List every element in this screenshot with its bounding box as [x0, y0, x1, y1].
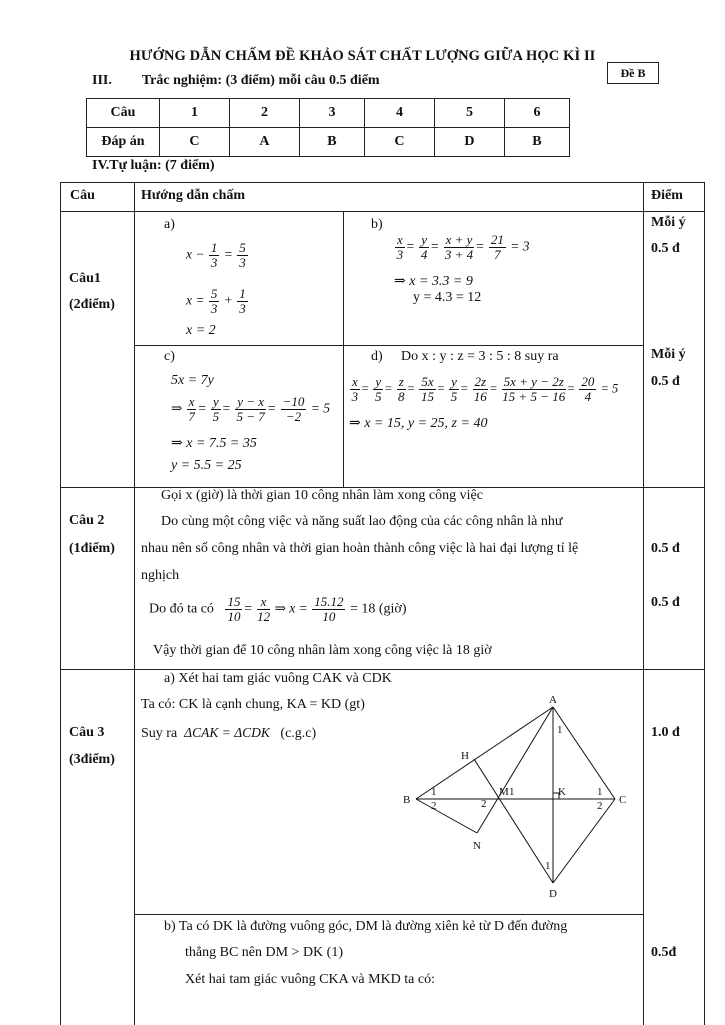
q2-score-1: 0.5 đ [651, 541, 680, 556]
grid-q1-mid-divider [343, 211, 344, 487]
section-3-roman: III. [92, 73, 112, 88]
q1c-arrow: ⇒ [171, 400, 183, 416]
answer-table-question-row [87, 99, 570, 128]
q1c-frac-diff: $\frac{y - x}{5 - 7}$ [236, 394, 265, 424]
q1c-line4: y = 5.5 = 25 [171, 458, 242, 473]
q2-score-2: 0.5 đ [651, 595, 680, 610]
q1-ab-score-1: Mỗi ý [651, 215, 686, 230]
q1a-line2 [186, 287, 249, 316]
q1a-plus: + [223, 292, 233, 308]
answer-cell: D [434, 128, 504, 157]
question-number: 2 [229, 99, 299, 128]
answer-cell: B [504, 128, 569, 157]
q1-cd-score-2: 0.5 đ [651, 374, 680, 389]
q1d-frac-y2: $\frac{y}{5}$ [450, 374, 458, 404]
q1b-eq3: = 3 [510, 238, 530, 254]
q3a-line2: Ta có: CK là cạnh chung, KA = KD (gt) [141, 697, 365, 712]
section-3-label: Trắc nghiệm: (3 điểm) mỗi câu 0.5 điểm [141, 73, 380, 88]
vertex-K: K [558, 786, 566, 798]
q1-cd-score-1: Mỗi ý [651, 347, 686, 362]
q1c-frac-x: $\frac{x}{7}$ [188, 394, 195, 424]
grid-q2-end [61, 669, 704, 670]
version-badge: Đề B [607, 62, 659, 84]
q1b-frac-y: $\frac{y}{4}$ [420, 232, 428, 262]
grid-col-divider-2 [643, 183, 644, 1025]
vertex-C: C [619, 794, 627, 806]
q1a-frac3: $\frac{5}{3}$ [210, 286, 218, 316]
grid-q1-row-divider [134, 345, 643, 346]
q2-line1: Gọi x (giờ) là thời gian 10 công nhân làm xong công việc [161, 488, 483, 503]
angle-A1: 1 [557, 724, 563, 736]
angle-B1: 1 [431, 786, 437, 798]
q1d-frac-y: $\frac{y}{5}$ [374, 374, 382, 404]
q2-result: = 18 (giờ) [349, 601, 407, 617]
q1a-line1 [186, 241, 249, 270]
grading-grid [60, 182, 705, 1025]
q1d-eq5: = 5 [600, 381, 619, 396]
q2-arrow: ⇒ x = [274, 600, 308, 616]
q1d-line2: $\frac{x}{3}$ = $\frac{y}{5}$ = $\frac{z}{8}$ = $\frac{5x}{15}$ = $\frac{y}{5}$ = $\frac{2z}{16}$ = $\frac{5x + y - 2z}{15 + 5 - 16}$ = $\frac{20}{4}$ = 5 [351, 374, 619, 404]
q3a-l3-post: (c.g.c) [280, 726, 317, 741]
q3a-l3-pre: Suy ra [141, 726, 178, 741]
q1a-line3: x = 2 [186, 323, 216, 338]
q1c-eq5: = 5 [310, 400, 330, 416]
q2-line5: Do đó ta có $\frac{15}{10}$ = $\frac{x}{12}$ ⇒ x = $\frac{15.12}{10}$ = 18 (giờ) [149, 594, 407, 624]
q2-points: (1điểm) [69, 541, 115, 556]
q1c-frac-m10: $\frac{-10}{-2}$ [282, 394, 305, 424]
q1b-label: b) [371, 217, 383, 232]
vertex-H: H [461, 750, 469, 762]
angle-C2: 2 [597, 800, 603, 812]
q2-line3: nhau nên số công nhân và thời gian hoàn thành công việc là hai đại lượng tỉ lệ [141, 541, 579, 556]
q1d-frac-z: $\frac{z}{8}$ [397, 374, 405, 404]
segment-CD [553, 799, 615, 883]
answer-table-row1-label: Câu [87, 99, 160, 128]
answer-cell: C [160, 128, 230, 157]
q1d-frac-sum: $\frac{5x + y - 2z}{15 + 5 - 16}$ [502, 374, 566, 404]
header-diem: Điểm [651, 188, 683, 203]
vertex-M: M [499, 786, 509, 798]
q1-ab-score-2: 0.5 đ [651, 241, 680, 256]
q3a-score: 1.0 đ [651, 725, 680, 740]
question-number: 1 [160, 99, 230, 128]
vertex-A: A [549, 694, 557, 706]
q1c-line3: ⇒ x = 7.5 = 35 [171, 436, 257, 451]
q1-name: Câu1 [69, 271, 101, 286]
q1a-eq: = [223, 246, 233, 262]
grid-col-divider-1 [134, 183, 135, 1025]
q2-l5-text: Do đó ta có [149, 601, 214, 617]
question-number: 5 [434, 99, 504, 128]
q1a-l2-text: x = [186, 292, 205, 308]
q2-frac1: $\frac{15}{10}$ [227, 594, 241, 624]
vertex-D: D [549, 888, 557, 900]
q3a-line3 [141, 725, 316, 742]
q3a-l3-math: ΔCAK = ΔCDK [184, 725, 270, 740]
q1-points: (2điểm) [69, 297, 115, 312]
q1b-line1: $\frac{x}{3}$ = $\frac{y}{4}$ = $\frac{x + y}{3 + 4}$ = $\frac{21}{7}$ = 3 [396, 232, 530, 262]
q2-line4: nghịch [141, 568, 180, 583]
q3-points: (3điểm) [69, 752, 115, 767]
segment-AN [477, 707, 553, 833]
section-3-heading [92, 73, 380, 89]
q1b-frac-x: $\frac{x}{3}$ [396, 232, 404, 262]
grid-header-divider [61, 211, 704, 212]
q3-name: Câu 3 [69, 725, 105, 740]
q3b-score: 0.5đ [651, 945, 677, 960]
q1c-label: c) [164, 349, 175, 364]
q1b-line2: ⇒ x = 3.3 = 9 [394, 274, 473, 289]
q2-frac2: $\frac{x}{12}$ [257, 594, 271, 624]
q1c-line1: 5x = 7y [171, 373, 214, 388]
q1d-frac-2z: $\frac{2z}{16}$ [473, 374, 487, 404]
q1c-frac-y: $\frac{y}{5}$ [212, 394, 220, 424]
answer-table-answer-row [87, 128, 570, 157]
q1d-line3: ⇒ x = 15, y = 25, z = 40 [349, 416, 488, 431]
q1d-frac-20: $\frac{20}{4}$ [581, 374, 595, 404]
q2-name: Câu 2 [69, 513, 105, 528]
header-huong-dan: Hướng dẫn chấm [141, 188, 246, 203]
q2-frac3: $\frac{15.12}{10}$ [314, 594, 344, 624]
angle-B2: 2 [431, 800, 437, 812]
angle-D1: 1 [545, 860, 551, 872]
q3a-line1: a) Xét hai tam giác vuông CAK và CDK [164, 671, 392, 686]
answer-cell: A [229, 128, 299, 157]
q1d-intro: Do x : y : z = 3 : 5 : 8 suy ra [401, 349, 559, 364]
segment-HD [474, 759, 553, 883]
question-number: 4 [364, 99, 434, 128]
answer-cell: C [364, 128, 434, 157]
grid-q3a-end [134, 914, 643, 915]
q1d-frac-5x: $\frac{5x}{15}$ [420, 374, 434, 404]
answer-table [86, 98, 570, 157]
q2-line2: Do cùng một công việc và năng suất lao động của các công nhân là như [161, 514, 563, 529]
q1d-frac-x: $\frac{x}{3}$ [351, 374, 359, 404]
q1a-l1-text: x − [186, 246, 205, 262]
answer-table-row2-label: Đáp án [87, 128, 160, 157]
q1b-frac-21: $\frac{21}{7}$ [490, 232, 504, 262]
q3b-line1: b) Ta có DK là đường vuông góc, DM là đường xiên kẻ từ D đến đường [164, 919, 568, 934]
question-number: 3 [299, 99, 364, 128]
segment-BA [416, 707, 553, 799]
angle-M2: 2 [481, 798, 487, 810]
answer-cell: B [299, 128, 364, 157]
q1b-line3: y = 4.3 = 12 [413, 290, 482, 305]
segment-BN [416, 799, 477, 833]
q2-line6: Vậy thời gian để 10 công nhân làm xong công việc là 18 giờ [153, 643, 492, 658]
q3b-line2: thẳng BC nên DM > DK (1) [185, 945, 343, 960]
question-number: 6 [504, 99, 569, 128]
q1a-frac2: $\frac{5}{3}$ [239, 240, 246, 270]
geometry-figure [391, 691, 641, 901]
section-4-heading: IV.Tự luận: (7 điểm) [92, 158, 215, 173]
q1a-frac1: $\frac{1}{3}$ [210, 240, 218, 270]
angle-M1: 1 [509, 786, 515, 798]
header-cau: Câu [70, 188, 95, 203]
vertex-N: N [473, 840, 481, 852]
vertex-B: B [403, 794, 411, 806]
q1a-frac4: $\frac{1}{3}$ [239, 286, 246, 316]
q3b-line3: Xét hai tam giác vuông CKA và MKD ta có: [185, 972, 436, 987]
q1b-frac-sum: $\frac{x + y}{3 + 4}$ [444, 232, 474, 262]
q1c-line2: ⇒ $\frac{x}{7}$ = $\frac{y}{5}$ = $\frac{y - x}{5 - 7}$ = $\frac{-10}{-2}$ = 5 [171, 394, 330, 424]
q1a-label: a) [164, 217, 175, 232]
angle-C1: 1 [597, 786, 603, 798]
page-title: HƯỚNG DẪN CHẤM ĐỀ KHẢO SÁT CHẤT LƯỢNG GIỮA HỌC KÌ II [129, 48, 596, 64]
q1d-label: d) [371, 349, 383, 364]
